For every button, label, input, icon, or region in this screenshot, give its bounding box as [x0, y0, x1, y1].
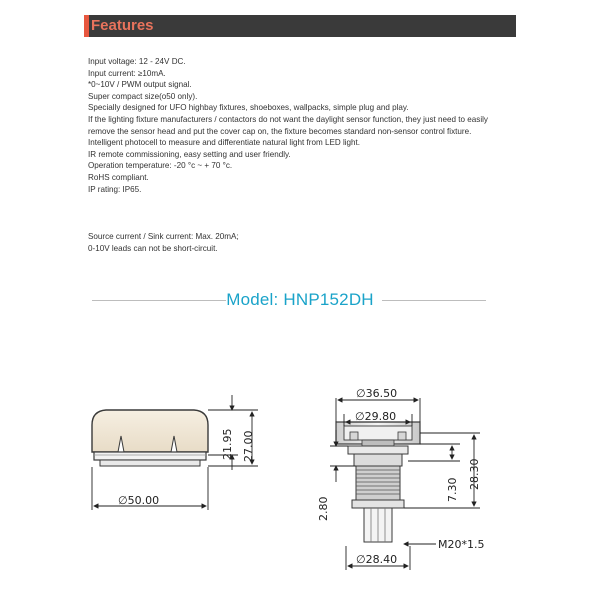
right-dim-label: 28.30: [468, 458, 481, 490]
front-view-sensor: [336, 422, 420, 542]
model-title: Model: HNP152DH: [226, 290, 374, 309]
thread-dim-label: M20*1.5: [438, 538, 485, 551]
head-latch-left: [350, 432, 358, 440]
sensor-dome: [92, 410, 208, 452]
thread-nut: [352, 500, 404, 508]
top-inner-dim-label: ∅29.80: [355, 410, 397, 423]
side-total-height-label: 27.00: [242, 430, 255, 462]
spec-size: Super compact size(ο50 only).: [88, 91, 198, 101]
spec-input-voltage: Input voltage: 12 - 24V DC.: [88, 57, 186, 66]
spec-application: Specially designed for UFO highbay fixtures, shoeboxes, wallpacks, simple plug and play.: [88, 103, 409, 113]
side-width-dim-label: ∅50.00: [118, 494, 160, 507]
spec-sensor-removal-2: remove the sensor head and put the cover cap on, the fixture becomes standard non-sensor control fixture.: [88, 126, 472, 136]
mid-dim-label: 7.30: [446, 477, 459, 502]
note-source-sink-current: Source current / Sink current: Max. 20mA;: [88, 232, 239, 241]
features-title: Features: [91, 17, 154, 34]
spec-operation-temperature: Operation temperature: -20 °c ~ + 70 °c.: [88, 161, 233, 171]
top-outer-dim-label: ∅36.50: [356, 387, 398, 400]
head-connector: [362, 440, 394, 446]
thread-body: [356, 466, 400, 500]
spec-ip-rating: IP rating: IP65.: [88, 184, 142, 194]
note-short-circuit: 0-10V leads can not be short-circuit.: [88, 243, 218, 253]
side-width-dimension: [92, 467, 208, 510]
spec-ir-remote: IR remote commissioning, easy setting and user friendly.: [88, 149, 291, 159]
front-dimensions: [317, 387, 484, 570]
head-latch-right: [398, 432, 406, 440]
spec-output-signal: *0~10V / PWM output signal.: [88, 80, 192, 90]
bottom-dim-label: ∅28.40: [356, 553, 398, 566]
sensor-base-lower: [100, 460, 200, 466]
spec-sensor-removal-1: If the lighting fixture manufacturers / contactors do not want the daylight sensor function, they just need to easily: [88, 114, 488, 124]
side-inner-height-label: 21.95: [221, 428, 234, 460]
spec-photocell: Intelligent photocell to measure and differentiate natural light from LED light.: [88, 138, 361, 148]
side-height-dimensions: [208, 395, 258, 470]
sensor-base: [94, 452, 206, 460]
left-dim-label: 2.80: [317, 496, 330, 521]
spec-rohs: RoHS compliant.: [88, 172, 149, 182]
side-view-sensor: [92, 410, 208, 466]
sensor-flange: [348, 446, 408, 454]
sensor-neck: [354, 454, 402, 466]
spec-input-current: Input current: ≥10mA.: [88, 68, 166, 78]
thread-lines: [356, 470, 400, 494]
